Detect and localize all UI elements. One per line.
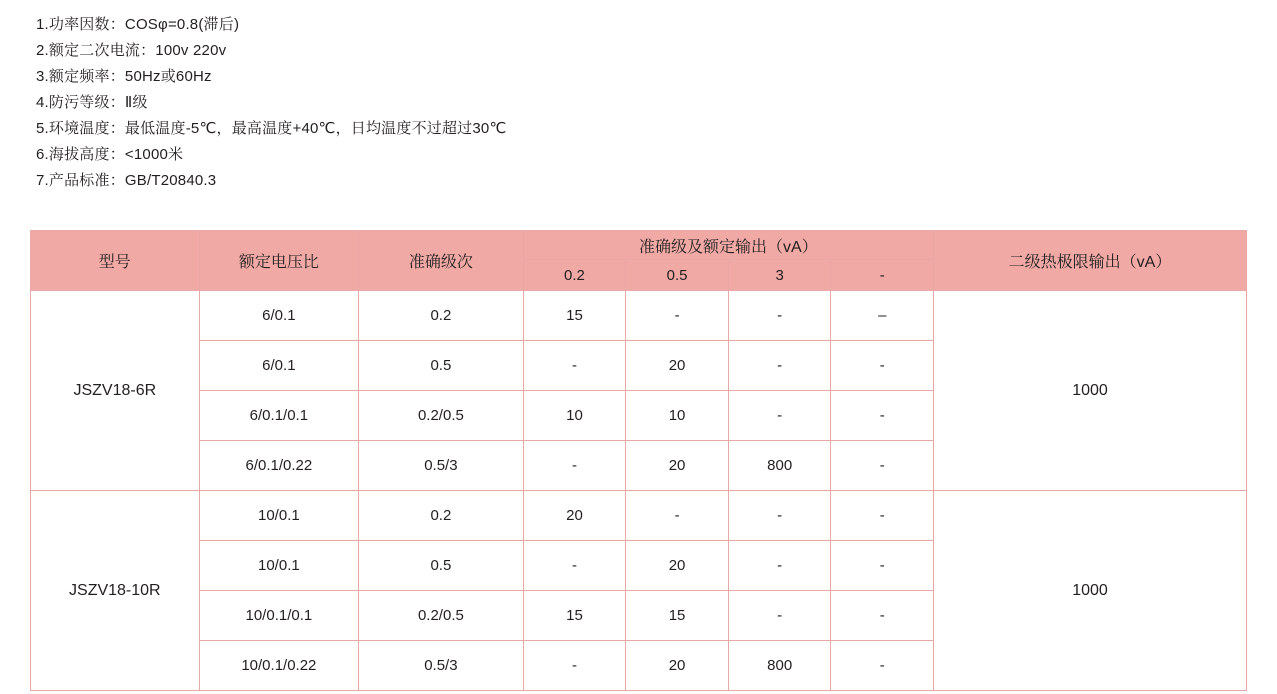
cell-out-3: - [728, 491, 831, 541]
specification-table-wrapper [30, 230, 1247, 691]
spec-item-5: 5.环境温度：最低温度-5℃，最高温度+40℃，日均温度不过超过30℃ [36, 120, 507, 137]
header-output-group: 准确级及额定输出（vA） [523, 231, 933, 260]
cell-out-0-2: 15 [523, 291, 626, 341]
cell-out-0-2: - [523, 641, 626, 691]
table-header [31, 231, 1247, 291]
cell-out-dash: - [831, 491, 934, 541]
header-sub-3: 3 [728, 260, 831, 291]
cell-out-3: 800 [728, 441, 831, 491]
cell-ratio: 6/0.1/0.22 [199, 441, 358, 491]
cell-out-dash: - [831, 591, 934, 641]
cell-out-3: 800 [728, 641, 831, 691]
cell-out-0-5: 15 [626, 591, 729, 641]
cell-out-dash: - [831, 641, 934, 691]
cell-out-0-5: - [626, 291, 729, 341]
cell-out-0-2: - [523, 541, 626, 591]
spec-item-2: 2.额定二次电流：100v 220v [36, 42, 227, 59]
spec-item-7: 7.产品标准：GB/T20840.3 [36, 172, 217, 189]
cell-out-3: - [728, 341, 831, 391]
cell-out-dash: - [831, 341, 934, 391]
cell-ratio: 10/0.1/0.22 [199, 641, 358, 691]
table-body [31, 291, 1247, 691]
header-sub-0-2: 0.2 [523, 260, 626, 291]
cell-out-0-2: - [523, 441, 626, 491]
cell-out-3: - [728, 541, 831, 591]
cell-ratio: 10/0.1/0.1 [199, 591, 358, 641]
cell-out-3: - [728, 291, 831, 341]
table-row [31, 491, 1247, 541]
specification-list [36, 12, 1136, 194]
cell-out-0-2: 10 [523, 391, 626, 441]
cell-class: 0.2/0.5 [359, 591, 524, 641]
cell-out-dash: - [831, 541, 934, 591]
cell-out-0-2: 15 [523, 591, 626, 641]
cell-ratio: 6/0.1 [199, 341, 358, 391]
cell-out-dash: – [831, 291, 934, 341]
cell-model: JSZV18-6R [31, 291, 200, 491]
cell-thermal-limit: 1000 [934, 291, 1247, 491]
cell-out-0-2: - [523, 341, 626, 391]
header-ratio: 额定电压比 [199, 231, 358, 291]
cell-out-0-5: 20 [626, 541, 729, 591]
cell-class: 0.2/0.5 [359, 391, 524, 441]
cell-out-0-5: 10 [626, 391, 729, 441]
specification-table [30, 230, 1247, 691]
cell-class: 0.5/3 [359, 641, 524, 691]
cell-class: 0.2 [359, 291, 524, 341]
cell-ratio: 6/0.1 [199, 291, 358, 341]
cell-out-0-5: 20 [626, 641, 729, 691]
header-accuracy-class: 准确级次 [359, 231, 524, 291]
header-thermal-limit: 二级热极限输出（vA） [934, 231, 1247, 291]
spec-item-4: 4.防污等级：Ⅱ级 [36, 94, 148, 111]
cell-ratio: 10/0.1 [199, 491, 358, 541]
cell-class: 0.5 [359, 341, 524, 391]
spec-item-6: 6.海拔高度：<1000米 [36, 146, 184, 163]
cell-ratio: 10/0.1 [199, 541, 358, 591]
cell-out-0-5: 20 [626, 441, 729, 491]
spec-item-3: 3.额定频率：50Hz或60Hz [36, 68, 212, 85]
cell-out-3: - [728, 391, 831, 441]
cell-ratio: 6/0.1/0.1 [199, 391, 358, 441]
cell-out-0-5: - [626, 491, 729, 541]
cell-out-dash: - [831, 441, 934, 491]
cell-out-dash: - [831, 391, 934, 441]
table-row [31, 291, 1247, 341]
spec-item-1: 1.功率因数：COSφ=0.8(滞后) [36, 16, 240, 33]
cell-out-0-2: 20 [523, 491, 626, 541]
cell-class: 0.5/3 [359, 441, 524, 491]
cell-thermal-limit: 1000 [934, 491, 1247, 691]
cell-class: 0.2 [359, 491, 524, 541]
header-sub-0-5: 0.5 [626, 260, 729, 291]
cell-out-3: - [728, 591, 831, 641]
cell-class: 0.5 [359, 541, 524, 591]
header-model: 型号 [31, 231, 200, 291]
cell-out-0-5: 20 [626, 341, 729, 391]
cell-model: JSZV18-10R [31, 491, 200, 691]
header-sub-dash: - [831, 260, 934, 291]
